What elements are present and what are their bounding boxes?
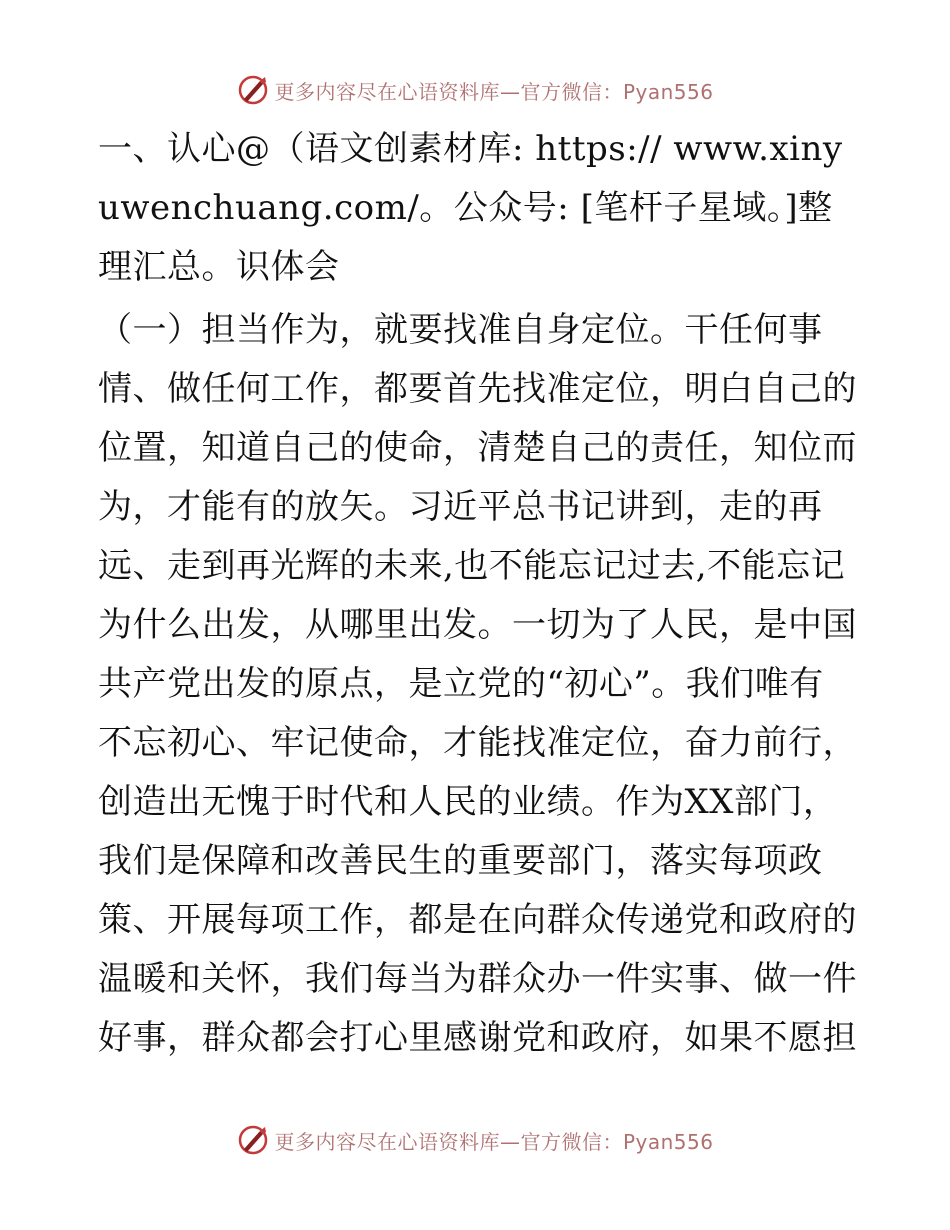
header-watermark-text: 更多内容尽在心语资料库—官方微信：Pyan556: [274, 79, 714, 104]
footer-watermark-banner: [0, 1120, 950, 1160]
header-watermark-banner: [0, 70, 950, 110]
footer-watermark-text: 更多内容尽在心语资料库—官方微信：Pyan556: [274, 1129, 714, 1154]
document-body: [98, 120, 858, 1068]
pen-logo-icon: [236, 73, 270, 107]
section-heading: 一、认心@（语文创素材库: https:// www.xinyuwenchuang.com/。公众号: [笔杆子星域。]整理汇总。识体会: [98, 129, 843, 287]
pen-logo-icon: [236, 1123, 270, 1157]
body-paragraph: （一）担当作为，就要找准自身定位。干任何事情、做任何工作，都要首先找准定位，明白自己的位置，知道自己的使命，清楚自己的责任，知位而为，才能有的放矢。习近平总书记讲到，走的再远、走到再光辉的未来,也不能忘记过去,不能忘记为什么出发，从哪里出发。一切为了人民，是中国共产党出发的原点，是立党的“初心”。我们唯有不忘初心、牢记使命，才能找准定位，奋力前行，创造出无愧于时代和人民的业绩。作为XX部门，我们是保障和改善民生的重要部门，落实每项政策、开展每项工作，都是在向群众传递党和政府的温暖和关怀，我们每当为群众办一件实事、做一件好事，群众都会打心里感谢党和政府，如果不愿担: [98, 310, 857, 1058]
